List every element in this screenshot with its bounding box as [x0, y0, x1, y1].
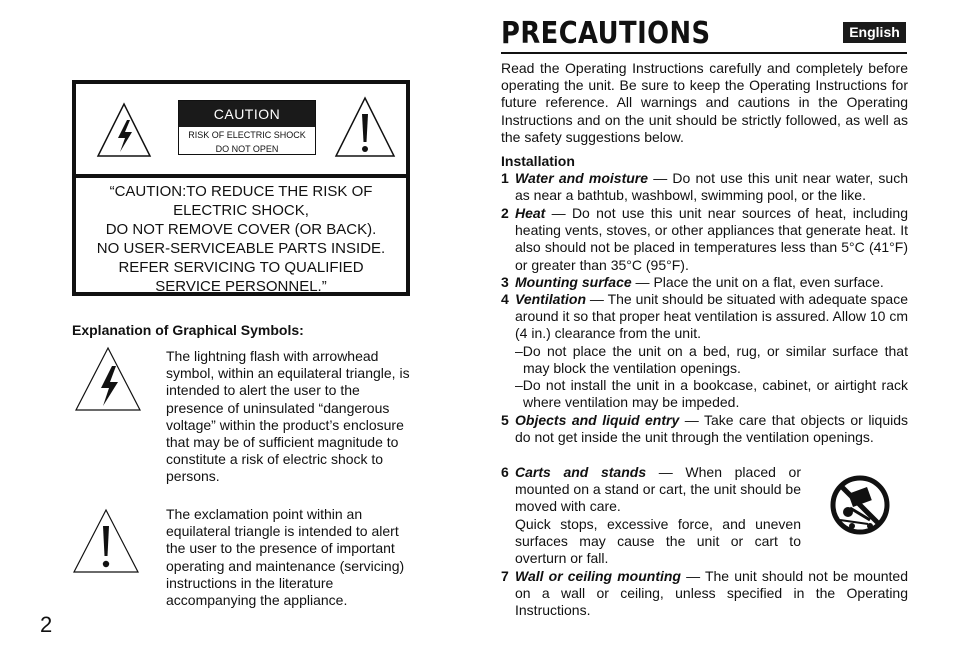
warning-line: REFER SERVICING TO QUALIFIED — [118, 259, 364, 276]
list-item — [501, 291, 908, 411]
caution-label-box — [72, 80, 410, 296]
item-number: 5 — [501, 412, 509, 428]
installation-heading: Installation — [501, 153, 575, 169]
item-text: — Take care that objects or liquids do not get inside the unit through the ventilation openings. — [515, 412, 909, 446]
list-item — [501, 205, 908, 274]
caution-symbols-row — [76, 84, 406, 178]
language-badge: English — [843, 22, 906, 43]
item-term: Heat — [515, 205, 546, 221]
item-text: — Do not use this unit near water, such as near a bathtub, washbowl, swimming pool, or the like. — [515, 170, 908, 204]
list-item — [501, 464, 801, 567]
item-text: — When placed or mounted on a stand or cart, the unit should be moved with care. — [515, 464, 801, 515]
item-term: Objects and liquid entry — [515, 412, 680, 428]
page-number: 2 — [40, 612, 53, 637]
cart-warning-icon — [830, 474, 890, 536]
item-number: 7 — [501, 568, 509, 584]
caution-plate — [178, 100, 316, 155]
item-text: — The unit should not be mounted on a wall or ceiling, unless specified in the Operating Instructions. — [515, 568, 908, 619]
item-number: 3 — [501, 274, 509, 290]
item-number: 2 — [501, 205, 509, 221]
caution-warning-text — [84, 182, 398, 296]
item-number: 4 — [501, 291, 509, 307]
item-text: — The unit should be situated with adequate space around it so that proper heat ventilation is assured. Allow 10 cm (4 in.) clearance from the unit. — [515, 291, 909, 342]
sub-item: –Do not place the unit on a bed, rug, or similar surface that may block the ventilation openings. — [515, 342, 908, 376]
warning-line: “CAUTION:TO REDUCE THE RISK OF — [109, 183, 373, 200]
item-number: 1 — [501, 170, 509, 186]
item-term: Carts and stands — [515, 464, 647, 480]
symbols-heading: Explanation of Graphical Symbols: — [72, 322, 304, 338]
item-term: Ventilation — [515, 291, 587, 307]
caution-title: CAUTION — [179, 101, 315, 127]
sub-item: Quick stops, excessive force, and uneven surfaces may cause the unit or cart to overturn or fall. — [515, 515, 801, 567]
warning-line: DO NOT REMOVE COVER (OR BACK). — [105, 221, 377, 238]
list-item — [501, 412, 908, 446]
item-text: — Do not use this unit near sources of heat, including heating vents, stoves, or other appliances that generate heat. It also should not be placed in temperatures less than 5°C (41°F) or greater than 35°C (95°F). — [515, 205, 908, 273]
lightning-symbol-explanation: The lightning flash with arrowhead symbol, within an equilateral triangle, is intended to alert the user to the presence of uninsulated “dangerous voltage” within the product’s enclosure that may be of sufficient magnitude to constitute a risk of electric shock to persons. — [166, 348, 410, 485]
list-item — [501, 568, 908, 620]
title-rule — [501, 52, 907, 54]
item-text: — Place the unit on a flat, even surface. — [631, 274, 884, 290]
item-number: 6 — [501, 464, 509, 480]
list-item — [501, 170, 908, 204]
caution-line2: DO NOT OPEN — [215, 144, 279, 154]
lightning-triangle-icon — [74, 346, 142, 412]
item-term: Wall or ceiling mounting — [515, 568, 681, 584]
warning-line: ELECTRIC SHOCK, — [173, 202, 309, 219]
warning-line: SERVICE PERSONNEL.” — [155, 278, 327, 295]
lightning-triangle-icon — [96, 102, 152, 158]
exclamation-symbol-explanation: The exclamation point within an equilateral triangle is intended to alert the user to the presence of important operating and maintenance (servicing) instructions in the literature accompanying the appliance. — [166, 506, 405, 609]
page-title: PRECAUTIONS — [501, 16, 711, 51]
list-item — [501, 274, 908, 291]
caution-line1: RISK OF ELECTRIC SHOCK — [188, 130, 306, 140]
exclamation-triangle-icon — [334, 96, 396, 158]
exclamation-triangle-icon — [72, 508, 140, 574]
warning-line: NO USER-SERVICEABLE PARTS INSIDE. — [96, 240, 386, 257]
item-term: Water and moisture — [515, 170, 649, 186]
sub-item: –Do not install the unit in a bookcase, cabinet, or airtight rack where ventilation may be impeded. — [515, 377, 908, 411]
item-term: Mounting surface — [515, 274, 632, 290]
intro-paragraph: Read the Operating Instructions carefully and completely before operating the unit. Be sure to keep the Operating Instructions for future reference. All warnings and cautions in the Operating Instructions and on the unit should be strictly followed, as well as the safety suggestions below. — [501, 60, 908, 145]
